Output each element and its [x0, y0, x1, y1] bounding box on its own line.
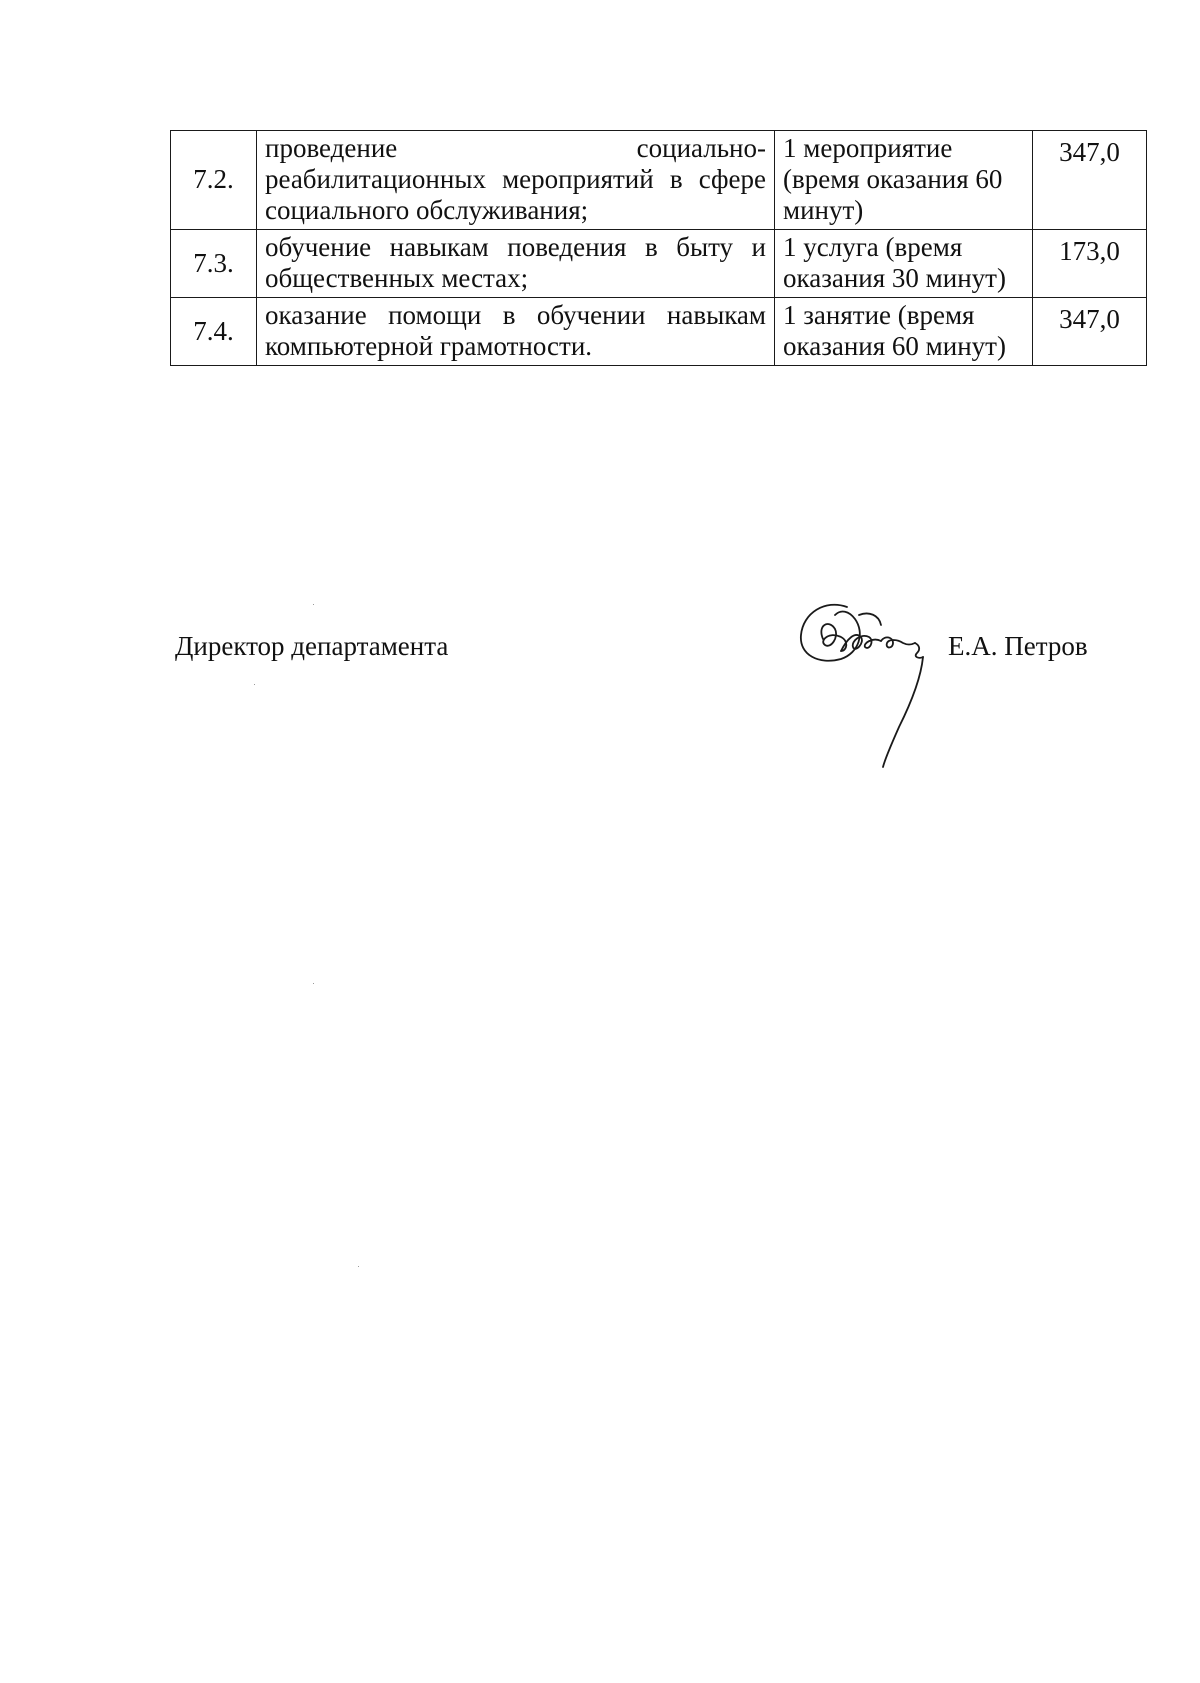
service-unit: 1 мероприятие (время оказания 60 минут): [775, 131, 1033, 230]
service-description: [257, 131, 775, 230]
scan-speck: [358, 1266, 359, 1267]
row-number: 7.4.: [171, 298, 257, 366]
service-description-line1: проведение социально-: [265, 133, 766, 163]
signatory-name: Е.А. Петров: [948, 631, 1088, 661]
table-row: [171, 298, 1147, 366]
service-description: обучение навыкам поведения в быту и общественных местах;: [257, 230, 775, 298]
table-row: [171, 131, 1147, 230]
service-price: 347,0: [1033, 131, 1147, 230]
row-number: 7.3.: [171, 230, 257, 298]
scan-speck: [254, 684, 255, 685]
service-description: оказание помощи в обучении навыкам компьютерной грамотности.: [257, 298, 775, 366]
table-row: [171, 230, 1147, 298]
service-unit: 1 занятие (время оказания 60 минут): [775, 298, 1033, 366]
service-price: 347,0: [1033, 298, 1147, 366]
service-description-rest: реабилитационных мероприятий в сфере социального обслуживания;: [265, 164, 766, 225]
service-price: 173,0: [1033, 230, 1147, 298]
row-number: 7.2.: [171, 131, 257, 230]
signatory-title: Директор департамента: [175, 631, 449, 661]
service-unit: 1 услуга (время оказания 30 минут): [775, 230, 1033, 298]
scan-speck: [313, 604, 314, 605]
scan-speck: [313, 983, 314, 984]
tariff-table: [170, 130, 1147, 366]
handwritten-signature: [795, 585, 965, 780]
